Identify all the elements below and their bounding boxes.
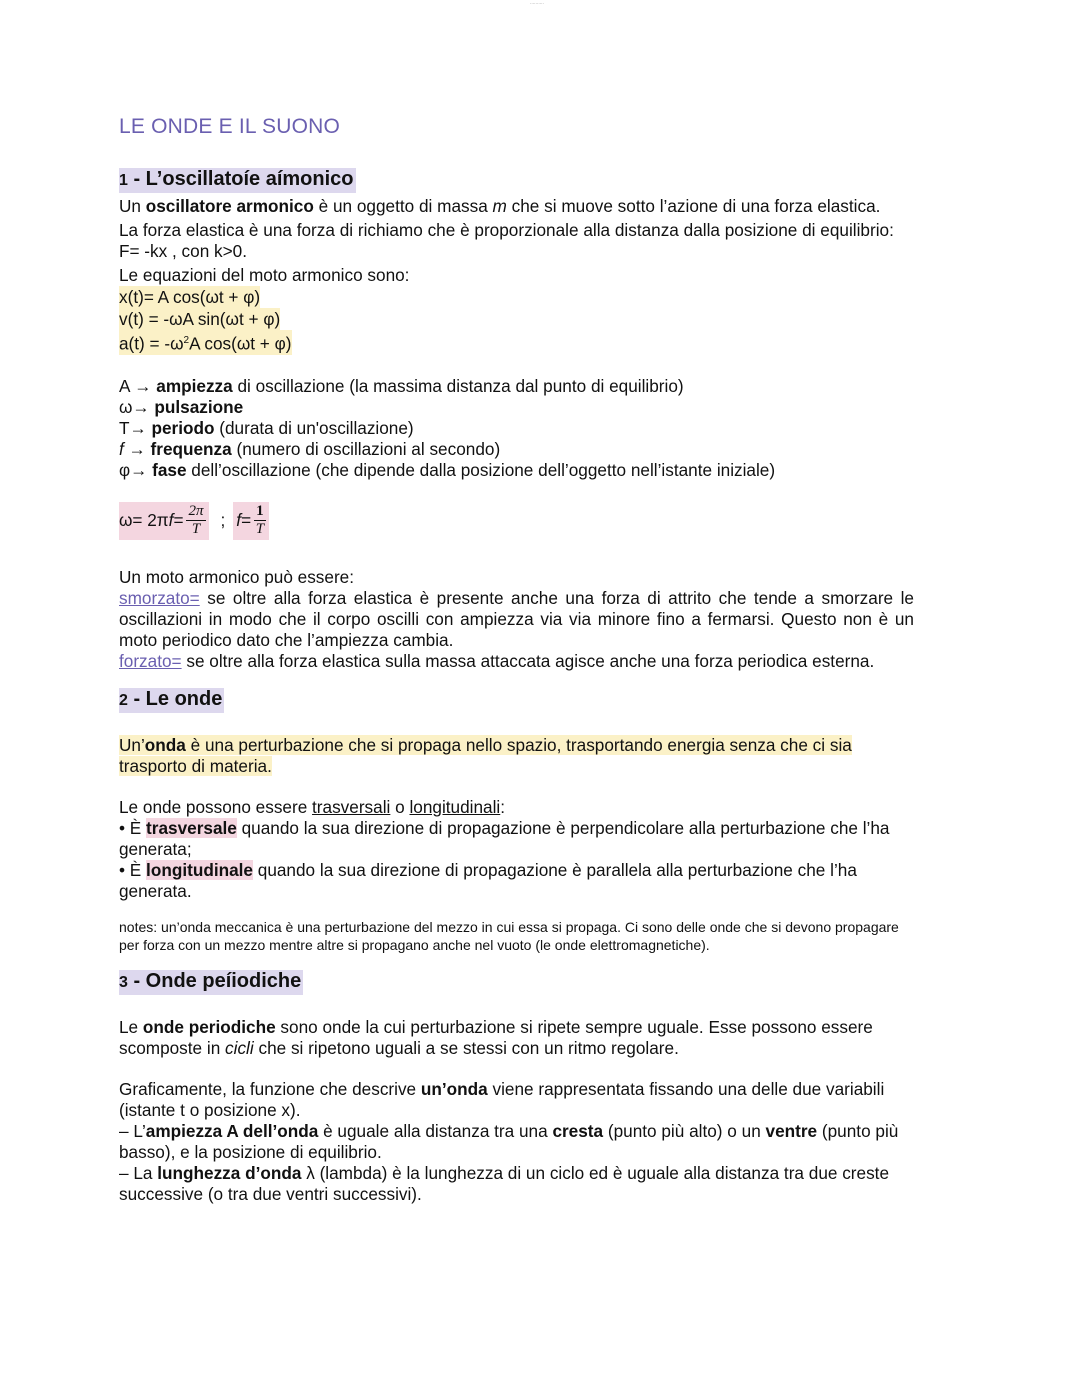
denominator: T [191,521,201,538]
section-3-heading [119,970,303,995]
definition-term: ampiezza [156,375,233,396]
section-2-heading [119,688,224,713]
section-2 [119,688,914,954]
text: sono onde la cui perturbazione si ripete sempre uguale. Esse possono essere scomposte in [119,1016,873,1058]
numerator: 1 [256,503,264,520]
text: A cos(ωt + φ) [189,333,292,354]
paragraph [119,588,914,651]
wave-definition [119,735,914,777]
text: • È [119,817,147,838]
bold-term: lunghezza d’onda [157,1162,302,1183]
definition-text: (durata di un'oscillazione) [214,417,414,438]
denominator: T [255,521,265,538]
bullet-item [119,860,914,902]
page-title: LE ONDE E IL SUONO [119,115,341,138]
header-mark: .......... [530,0,544,6]
text: : [500,796,506,817]
paragraph [119,1121,914,1163]
text: • È [119,859,147,880]
section-title: - Le onde [127,687,223,710]
definition-term: frequenza [150,438,232,459]
underlined-term: longitudinali [409,796,501,817]
document-body [119,116,914,1205]
highlighted-term: longitudinale [146,859,253,880]
section-1 [119,168,914,672]
section-1-heading [119,168,356,193]
text: Le [119,1016,143,1037]
text: Un [119,196,146,216]
definition-item [119,376,914,397]
text: Graficamente, la funzione che descrive [119,1078,421,1099]
definition-item [119,439,914,460]
text: Un’ [119,734,145,755]
bold-term: onda [144,734,186,755]
definition-symbol: A → [119,375,152,396]
definition-text: dell’oscillazione (che dipende dalla posizione dell’oggetto nell’istante iniziale) [186,459,776,480]
equation-velocity: v(t) = -ωA sin(ωt + φ) [119,309,281,329]
bold-term: oscillatore armonico [145,196,314,216]
definition-symbol: T→ [119,417,147,438]
text: è un oggetto di massa [313,196,493,216]
text: è uguale alla distanza tra una [318,1120,553,1141]
paragraph [119,797,914,818]
bold-term: ventre [765,1120,818,1141]
text: a(t) = -ω [119,333,184,354]
definition-list [119,376,914,481]
section-title: - Onde peíiodiche [127,969,302,992]
text: = [241,510,252,531]
text: viene rappresentata fissando una delle due variabili (istante t o posizione x). [119,1078,885,1120]
text: f [236,510,242,531]
highlight [119,735,852,776]
text: – La [119,1162,158,1183]
text: che si ripetono uguali a se stessi con un ritmo regolare. [253,1037,679,1058]
forzato-link[interactable]: forzato= [119,650,182,671]
paragraph [119,196,914,217]
text: (punto più basso), e la posizione di equilibrio. [119,1120,899,1162]
fraction [254,503,266,538]
bold-term: un’onda [420,1078,488,1099]
definition-item [119,418,914,439]
text: ω= 2π [119,510,169,531]
text: se oltre alla forza elastica è presente anche una forza di attrito che tende a smorzare le oscillazioni in modo che il corpo oscilli con ampiezza via via minore fino a fermarsi. Questo non è un moto periodico dato che l’ampiezza cambia. [119,587,914,650]
text: quando la sua direzione di propagazione è perpendicolare alla perturbazione che l’ha generata; [119,817,890,859]
definition-symbol: φ→ [119,459,148,480]
definition-text: (numero di oscillazioni al secondo) [231,438,501,459]
equation-acceleration [119,330,292,355]
underlined-term: trasversali [312,796,391,817]
definition-item [119,460,914,481]
paragraph [119,1163,914,1205]
highlighted-term: trasversale [146,817,237,838]
text: che si muove sotto l’azione di una forza elastica. [506,196,881,216]
section-3 [119,970,914,1205]
section-number: 3 [119,973,128,991]
bold-term: ampiezza A [145,1120,239,1141]
definition-term: fase [152,459,187,480]
paragraph [119,651,914,672]
text: (punto più alto) o un [603,1120,766,1141]
bold-term: cresta [552,1120,604,1141]
bold-term: dell’onda [238,1120,319,1141]
text: = [173,510,184,531]
definition-symbol: ω→ [119,396,150,417]
equation-block [119,286,914,355]
smorzato-link[interactable]: smorzato= [119,587,200,608]
bullet-item [119,818,914,860]
formula-frequency [233,502,268,540]
text: – L’ [119,1120,146,1141]
text: o [390,796,410,817]
paragraph: Un moto armonico può essere: [119,566,355,587]
text: quando la sua direzione di propagazione è parallela alla perturbazione che l’ha generata. [119,859,857,901]
text: è una perturbazione che si propaga nello spazio, trasportando energia senza che ci sia trasporto di materia. [119,734,852,776]
paragraph [119,1079,914,1121]
paragraph: La forza elastica è una forza di richiamo che è proporzionale alla distanza dalla posizione di equilibrio: F= -kx , con k>0. [119,220,894,261]
definition-term: periodo [151,417,215,438]
definition-text: di oscillazione (la massima distanza dal punto di equilibrio) [232,375,684,396]
section-title: - L’oscillatoíe aímonico [127,168,354,190]
definition-term: pulsazione [154,396,244,417]
text: Le onde possono essere [119,796,313,817]
text: f [168,510,174,531]
formula-omega [119,502,209,540]
text: se oltre alla forza elastica sulla massa attaccata agisce anche una forza periodica esterna. [181,650,875,671]
italic-term: m [492,196,507,216]
paragraph [119,1017,914,1059]
text: λ (lambda) è la lunghezza di un ciclo ed è uguale alla distanza tra due creste successive (o tra due ventri successivi). [119,1162,890,1204]
fraction [186,503,205,538]
section-number: 1 [119,172,128,189]
formula-row [119,501,914,541]
bold-term: onde periodiche [142,1016,276,1037]
section-number: 2 [119,691,128,709]
definition-symbol: f → [119,438,146,459]
numerator: 2π [188,503,204,520]
equation-position: x(t)= A cos(ωt + φ) [119,287,261,307]
superscript: 2 [183,335,190,346]
italic-term: cicli [225,1037,254,1058]
paragraph: Le equazioni del moto armonico sono: [119,265,410,285]
definition-item [119,397,914,418]
separator: ; [220,510,226,531]
notes: notes: un’onda meccanica è una perturbazione del mezzo in cui essa si propaga. Ci sono delle onde che si devono propagare per forza con un mezzo mentre altre si propagano anche nel vuoto (le onde elettromagnetiche). [119,918,899,953]
